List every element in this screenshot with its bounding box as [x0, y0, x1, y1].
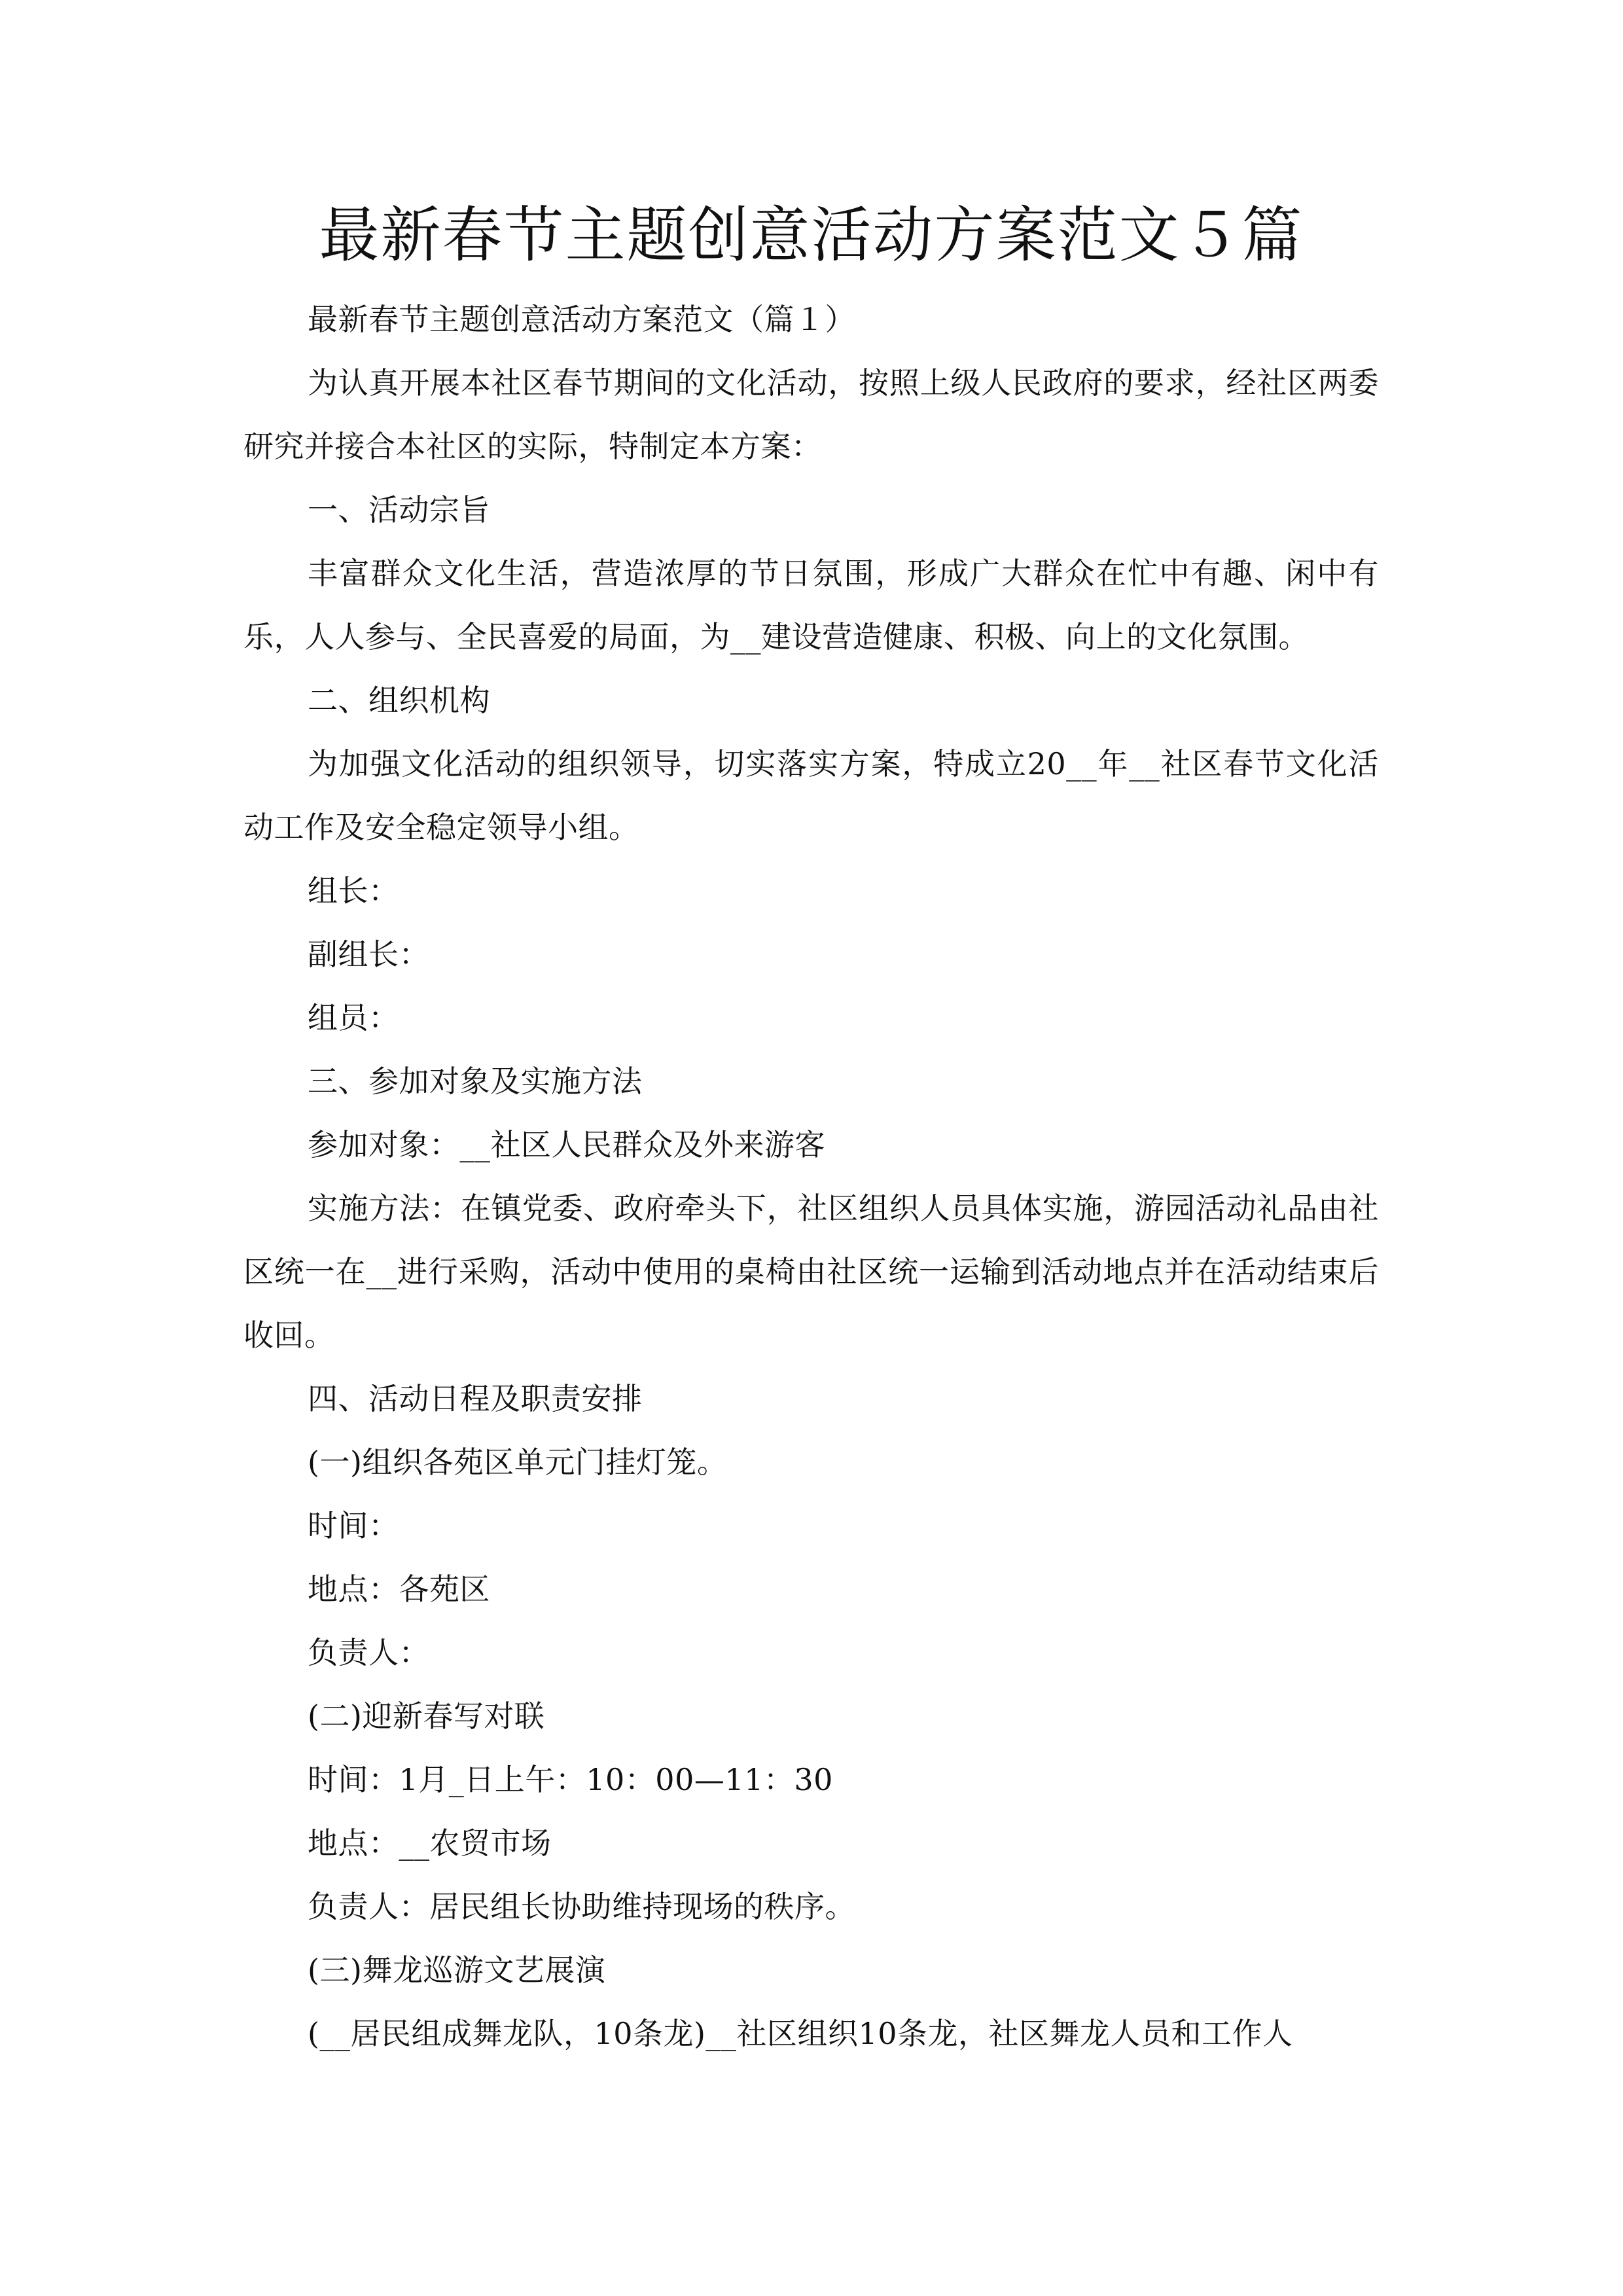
schedule-item-1-location: 地点：各苑区 [308, 1571, 490, 1607]
intro-paragraph: 为认真开展本社区春节期间的文化活动，按照上级人民政府的要求，经社区两委研究并接合本社区的实际，特制定本方案： [243, 365, 1379, 464]
schedule-item-3-paragraph: (__居民组成舞龙队，10条龙)__社区组织10条龙，社区舞龙人员和工作人 [308, 2016, 1293, 2051]
deputy-leader-line: 副组长： [308, 937, 429, 972]
schedule-item-1-heading: (一)组织各苑区单元门挂灯笼。 [308, 1444, 728, 1480]
leader-line: 组长： [308, 873, 399, 908]
schedule-item-2-heading: (二)迎新春写对联 [308, 1698, 545, 1734]
subtitle-paragraph: 最新春节主题创意活动方案范文（篇１） [308, 302, 855, 337]
section-heading-schedule: 四、活动日程及职责安排 [308, 1381, 643, 1416]
schedule-item-1-owner: 负责人： [308, 1635, 429, 1670]
purpose-paragraph: 丰富群众文化生活，营造浓厚的节日氛围，形成广大群众在忙中有趣、闲中有乐，人人参与、全民喜爱的局面，为__建设营造健康、积极、向上的文化氛围。 [243, 556, 1379, 655]
members-line: 组员： [308, 1000, 399, 1035]
schedule-item-3-heading: (三)舞龙巡游文艺展演 [308, 1952, 606, 1988]
schedule-item-2-owner: 负责人：居民组长协助维持现场的秩序。 [308, 1889, 855, 1924]
participants-line: 参加对象：__社区人民群众及外来游客 [308, 1127, 825, 1162]
implementation-paragraph: 实施方法：在镇党委、政府牵头下，社区组织人员具体实施，游园活动礼品由社区统一在__进行采购，活动中使用的桌椅由社区统一运输到活动地点并在活动结束后收回。 [243, 1191, 1379, 1353]
document-title: 最新春节主题创意活动方案范文５篇 [319, 200, 1304, 270]
section-heading-organization: 二、组织机构 [308, 683, 490, 718]
section-heading-purpose: 一、活动宗旨 [308, 492, 490, 528]
schedule-item-1-time: 时间： [308, 1508, 399, 1543]
organization-paragraph: 为加强文化活动的组织领导，切实落实方案，特成立20__年__社区春节文化活动工作及安全稳定领导小组。 [243, 746, 1379, 845]
document-body [243, 288, 1379, 2066]
schedule-item-2-time: 时间：1月_日上午：10：00—11：30 [308, 1762, 833, 1797]
section-heading-participants: 三、参加对象及实施方法 [308, 1064, 643, 1099]
schedule-item-2-location: 地点：__农贸市场 [308, 1825, 552, 1861]
